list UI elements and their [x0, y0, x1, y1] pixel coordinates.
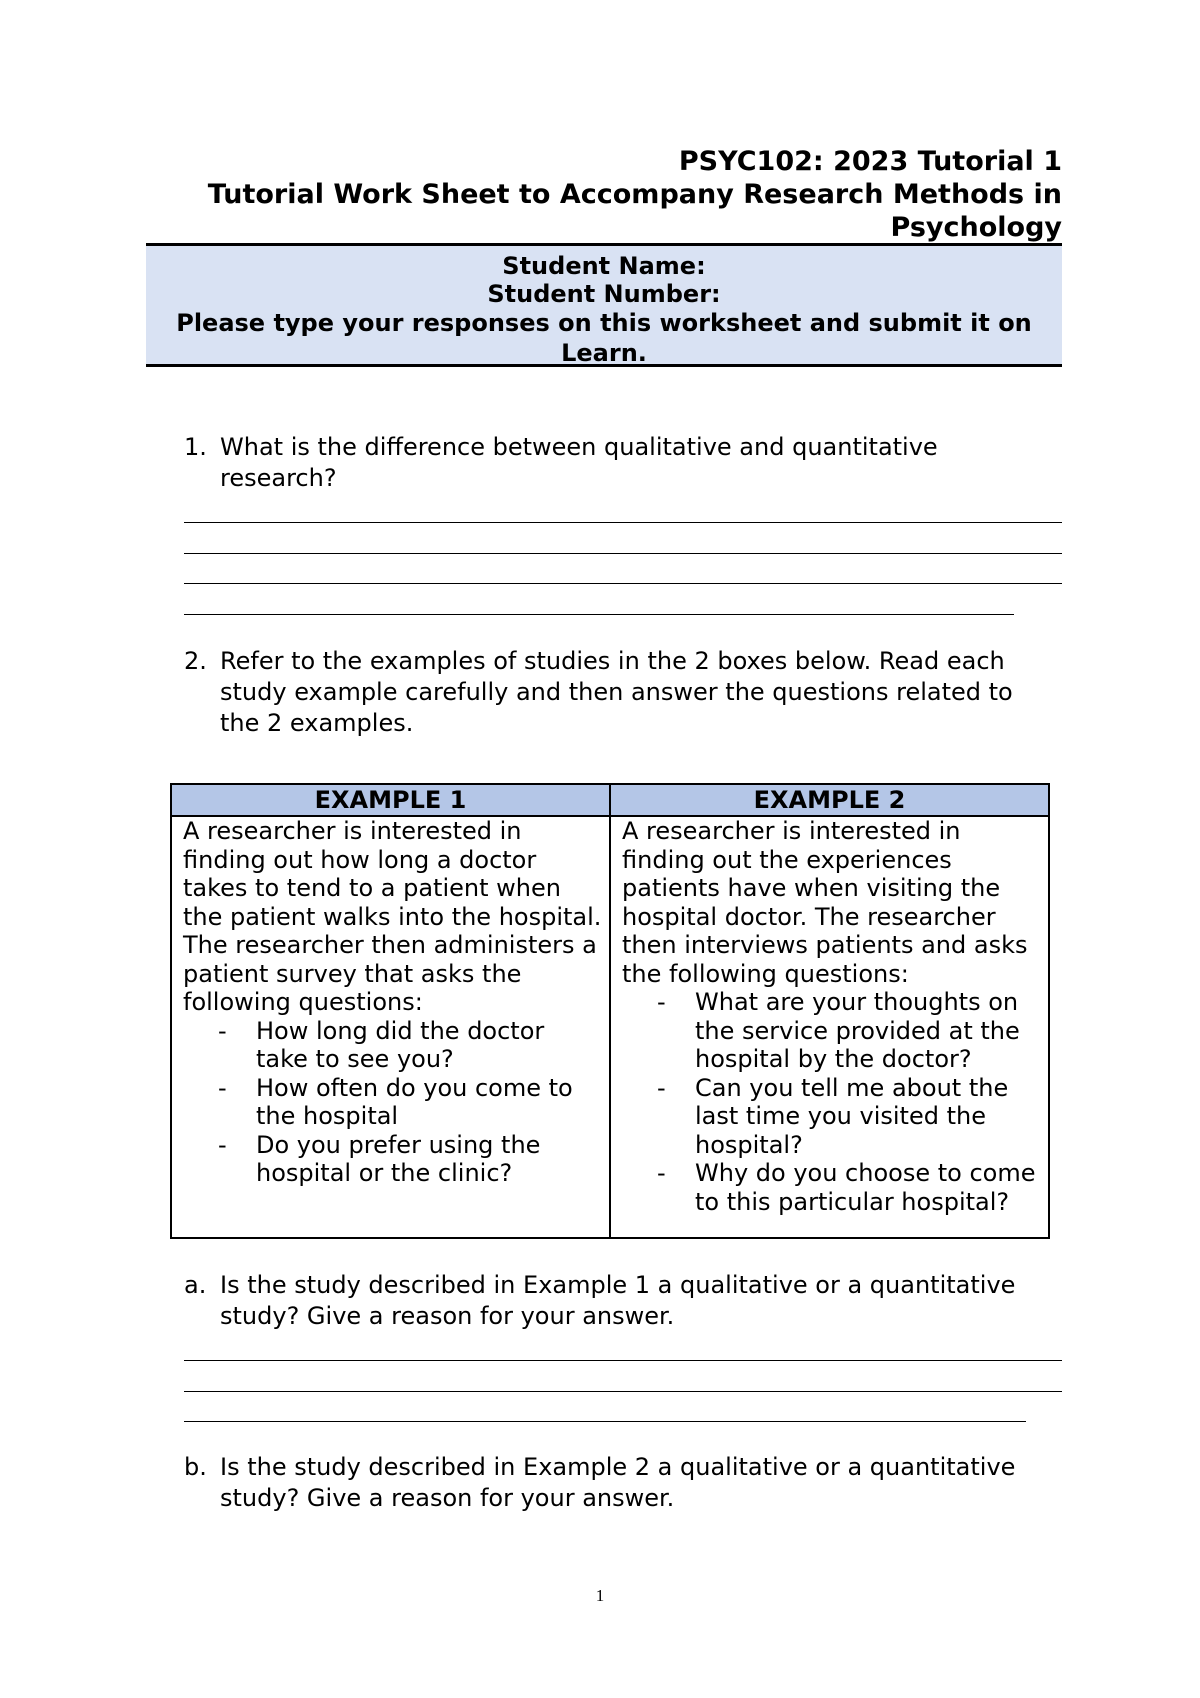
example-1-description: A researcher is interested in finding out how long a doctor takes to tend to a patient when the patient walks into the hospital. The researcher then administers a patient survey that asks the following questions: [183, 817, 602, 1016]
example-2-heading: EXAMPLE 2 [610, 784, 1049, 816]
example-1-questions [183, 1017, 603, 1188]
list-item: - Do you prefer using the hospital or the clinic? [218, 1130, 541, 1187]
example-1-heading: EXAMPLE 1 [171, 784, 610, 816]
student-info-box [146, 243, 1062, 367]
example-1-cell [171, 816, 610, 1238]
question-number: 2. [184, 647, 207, 675]
student-name-label: Student Name: [502, 252, 706, 280]
answer-line[interactable] [184, 553, 1062, 554]
example-2-cell [610, 816, 1049, 1238]
list-item: - How long did the doctor take to see you? [218, 1016, 545, 1073]
question-number: 1. [184, 433, 207, 461]
example-2-description: A researcher is interested in finding out the experiences patients have when visiting the hospital doctor. The researcher then interviews patients and asks the following questions: [622, 817, 1028, 988]
question-number: b. [184, 1453, 207, 1481]
question-2 [184, 646, 1064, 739]
submission-instruction: Please type your responses on this worksheet and submit it on Learn. [176, 309, 1032, 367]
question-a [184, 1270, 1064, 1332]
answer-line[interactable] [184, 1391, 1062, 1392]
question-text: What is the difference between qualitative and quantitative research? [220, 433, 938, 492]
page-number: 1 [595, 1586, 605, 1605]
question-text: Is the study described in Example 1 a qualitative or a quantitative study? Give a reason for your answer. [220, 1271, 1016, 1330]
question-b [184, 1452, 1064, 1514]
list-item: - Why do you choose to come to this particular hospital? [657, 1159, 1036, 1216]
question-text: Is the study described in Example 2 a qualitative or a quantitative study? Give a reason for your answer. [220, 1453, 1016, 1512]
answer-line[interactable] [184, 614, 1014, 615]
example-2-questions [622, 988, 1042, 1216]
course-title: PSYC102: 2023 Tutorial 1 [678, 146, 1062, 177]
answer-line[interactable] [184, 1421, 1026, 1422]
student-number-label: Student Number: [487, 280, 721, 308]
question-text: Refer to the examples of studies in the 2 boxes below. Read each study example carefully and then answer the questions related to the 2 examples. [220, 647, 1013, 737]
answer-line[interactable] [184, 583, 1062, 584]
list-item: - Can you tell me about the last time you visited the hospital? [657, 1073, 1009, 1159]
worksheet-subtitle: Tutorial Work Sheet to Accompany Research Methods in Psychology [207, 179, 1062, 243]
question-number: a. [184, 1271, 207, 1299]
examples-table [170, 783, 1050, 1239]
list-item: - What are your thoughts on the service provided at the hospital by the doctor? [657, 988, 1020, 1073]
list-item: - How often do you come to the hospital [218, 1073, 573, 1130]
question-1 [184, 432, 1064, 494]
answer-line[interactable] [184, 1360, 1062, 1361]
answer-line[interactable] [184, 522, 1062, 523]
